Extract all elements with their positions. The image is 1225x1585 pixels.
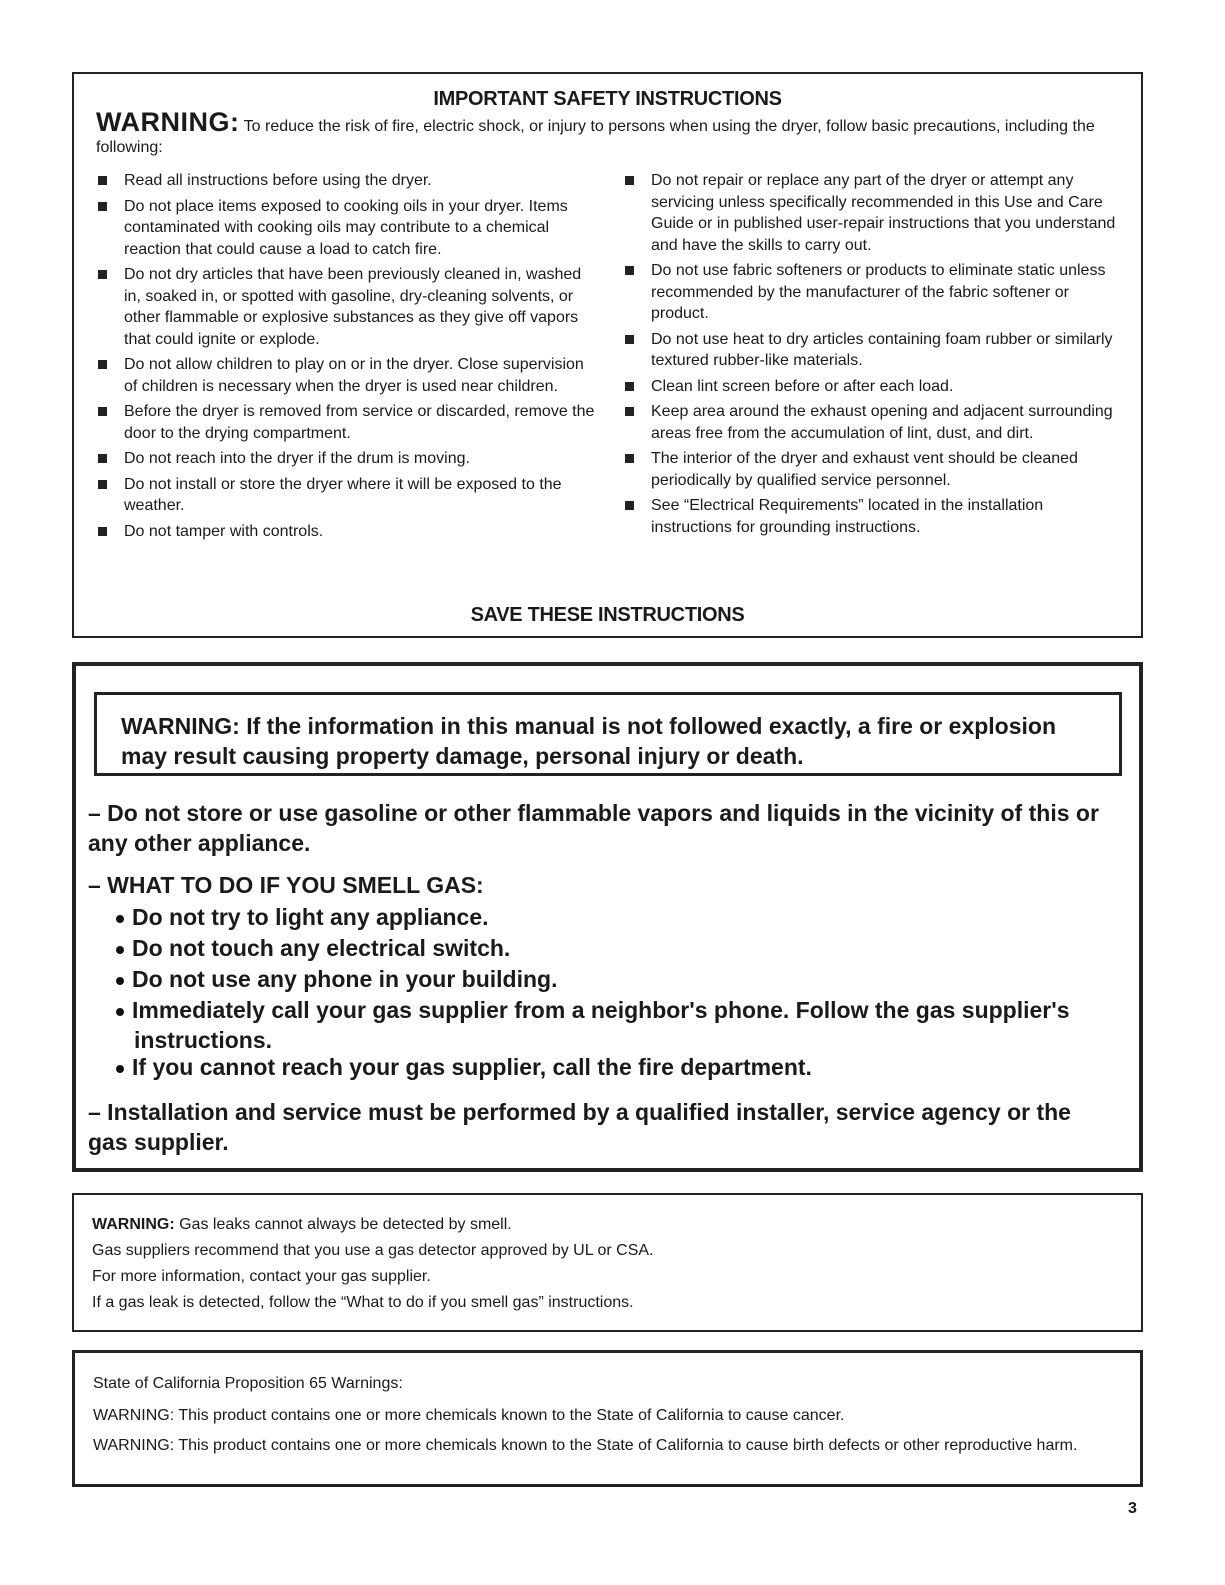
- dot-bullet-icon: [116, 977, 124, 985]
- list-item: Do not repair or replace any part of the dryer or attempt any servicing unless specifically recommended in this Use and Care Guide or in published user-repair instructions that you understand and have the skills to carry out.: [617, 170, 1127, 256]
- list-item: Do not use fabric softeners or products to eliminate static unless recommended by the manufacturer of the fabric softener or product.: [617, 260, 1127, 325]
- dot-bullet-icon: [116, 915, 124, 923]
- square-bullet-icon: [98, 407, 107, 416]
- gas-subitem: Immediately call your gas supplier from a neighbor's phone. Follow the gas supplier's instructions.: [116, 995, 1109, 1055]
- list-item: The interior of the dryer and exhaust vent should be cleaned periodically by qualified service personnel.: [617, 448, 1127, 491]
- leak-line: For more information, contact your gas supplier.: [92, 1268, 431, 1285]
- square-bullet-icon: [625, 407, 634, 416]
- list-item: Before the dryer is removed from service or discarded, remove the door to the drying compartment.: [90, 401, 600, 444]
- gas-subitem: If you cannot reach your gas supplier, call the fire department.: [116, 1052, 812, 1082]
- gas-item-flammable: – Do not store or use gasoline or other flammable vapors and liquids in the vicinity of this or any other appliance.: [88, 800, 1099, 856]
- gas-subitem: Do not use any phone in your building.: [116, 964, 558, 994]
- warning-label: WARNING:: [92, 1216, 175, 1233]
- list-item: Do not tamper with controls.: [90, 521, 600, 543]
- square-bullet-icon: [625, 176, 634, 185]
- list-item: Do not allow children to play on or in the dryer. Close supervision of children is necessary when the dryer is used near children.: [90, 354, 600, 397]
- left-column: [90, 170, 600, 546]
- safety-warning: [96, 107, 1121, 158]
- square-bullet-icon: [98, 480, 107, 489]
- gas-subitem: Do not try to light any appliance.: [116, 902, 489, 932]
- dot-bullet-icon: [116, 1008, 124, 1016]
- list-item: Clean lint screen before or after each load.: [617, 376, 1127, 398]
- safety-instructions-box: [72, 72, 1143, 638]
- dot-bullet-icon: [116, 946, 124, 954]
- list-item: Keep area around the exhaust opening and adjacent surrounding areas free from the accumulation of lint, dust, and dirt.: [617, 401, 1127, 444]
- gas-item-smell-gas: – WHAT TO DO IF YOU SMELL GAS:: [88, 872, 484, 898]
- square-bullet-icon: [98, 360, 107, 369]
- page-number: 3: [1128, 1500, 1137, 1517]
- prop65-warning-cancer: WARNING: This product contains one or more chemicals known to the State of California to cause cancer.: [93, 1407, 845, 1424]
- square-bullet-icon: [98, 270, 107, 279]
- gas-leak-box: [72, 1193, 1143, 1332]
- square-bullet-icon: [625, 454, 634, 463]
- gas-warning-inner-box: [94, 692, 1122, 776]
- prop65-warning-birth-defects: WARNING: This product contains one or more chemicals known to the State of California to cause birth defects or other reproductive harm.: [93, 1437, 1078, 1454]
- gas-subitem: Do not touch any electrical switch.: [116, 933, 510, 963]
- square-bullet-icon: [98, 202, 107, 211]
- square-bullet-icon: [625, 501, 634, 510]
- square-bullet-icon: [625, 266, 634, 275]
- list-item: Do not use heat to dry articles containing foam rubber or similarly textured rubber-like materials.: [617, 329, 1127, 372]
- leak-line: Gas suppliers recommend that you use a gas detector approved by UL or CSA.: [92, 1242, 654, 1259]
- dot-bullet-icon: [116, 1065, 124, 1073]
- safety-title: IMPORTANT SAFETY INSTRUCTIONS: [433, 88, 782, 110]
- square-bullet-icon: [625, 382, 634, 391]
- gas-warning-box: [72, 662, 1143, 1172]
- square-bullet-icon: [98, 454, 107, 463]
- warning-text: To reduce the risk of fire, electric shock, or injury to persons when using the dryer, follow basic precautions, including the following:: [96, 118, 1095, 156]
- square-bullet-icon: [98, 176, 107, 185]
- list-item: Do not dry articles that have been previously cleaned in, washed in, soaked in, or spotted with gasoline, dry-cleaning solvents, or other flammable or explosive substances as they give off vapors that could ignite or explode.: [90, 264, 600, 350]
- prop65-heading: State of California Proposition 65 Warnings:: [93, 1375, 403, 1392]
- gas-item-installation: – Installation and service must be performed by a qualified installer, service agency or the gas supplier.: [88, 1099, 1071, 1155]
- list-item: See “Electrical Requirements” located in the installation instructions for grounding instructions.: [617, 495, 1127, 538]
- gas-warning-headline: WARNING: If the information in this manual is not followed exactly, a fire or explosion may result causing property damage, personal injury or death.: [121, 713, 1057, 769]
- list-item: Do not reach into the dryer if the drum is moving.: [90, 448, 600, 470]
- prop65-box: [72, 1350, 1143, 1487]
- square-bullet-icon: [625, 335, 634, 344]
- list-item: Read all instructions before using the dryer.: [90, 170, 600, 192]
- warning-label: WARNING:: [96, 107, 240, 137]
- leak-line: If a gas leak is detected, follow the “What to do if you smell gas” instructions.: [92, 1294, 634, 1311]
- list-item: Do not install or store the dryer where it will be exposed to the weather.: [90, 474, 600, 517]
- save-instructions-title: SAVE THESE INSTRUCTIONS: [470, 604, 745, 626]
- leak-line: WARNING: Gas leaks cannot always be detected by smell.: [92, 1216, 512, 1233]
- right-column: [617, 170, 1127, 542]
- list-item: Do not place items exposed to cooking oils in your dryer. Items contaminated with cooking oils may contribute to a chemical reaction that could cause a load to catch fire.: [90, 196, 600, 261]
- square-bullet-icon: [98, 527, 107, 536]
